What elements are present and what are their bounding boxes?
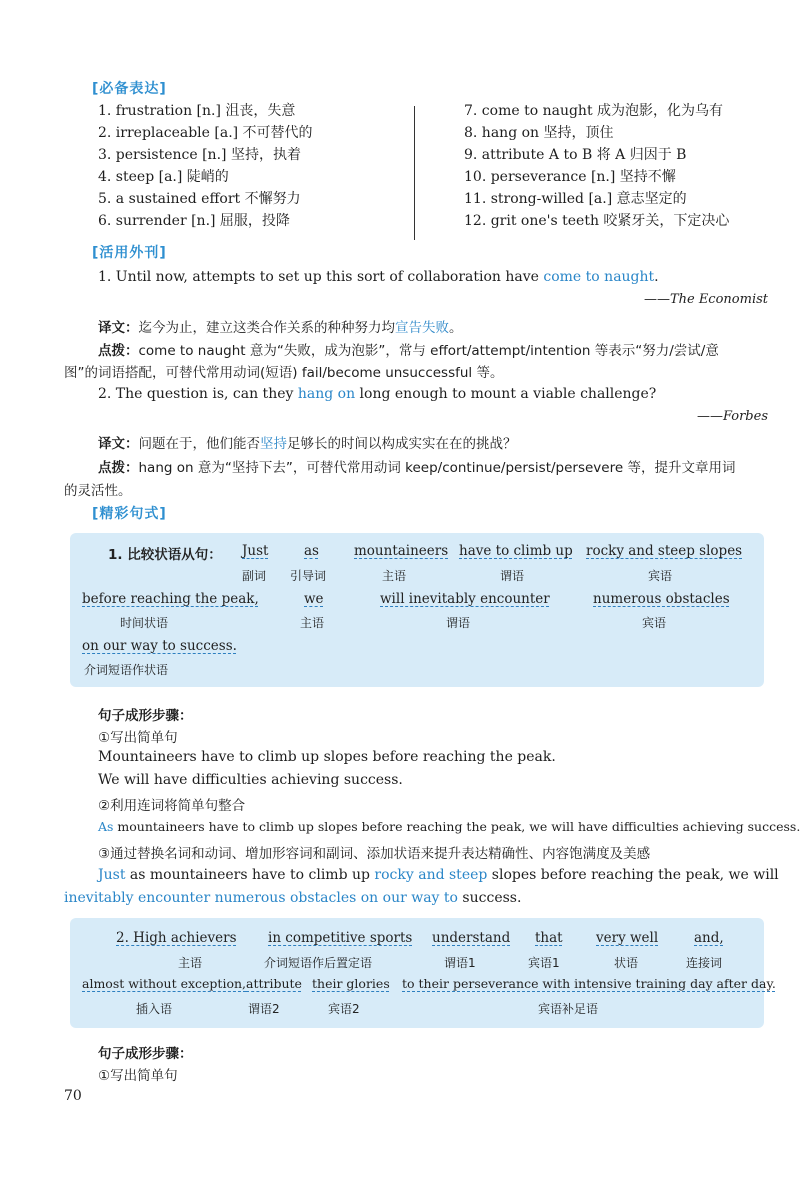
sentence-analysis-box-1	[70, 533, 764, 687]
box1-word: will inevitably encounter	[380, 591, 550, 607]
steps-1-sentence-a: Mountaineers have to climb up slopes before reaching the peak.	[98, 749, 556, 765]
section-title-sentences: [精彩句式]	[92, 506, 167, 522]
steps-2-title: 句子成形步骤：	[98, 1046, 193, 1062]
vocab-item: 5. a sustained effort 不懈努力	[98, 191, 301, 207]
box1-tag: 引导词	[290, 569, 327, 583]
steps-1-combined: As mountaineers have to climb up slopes before reaching the peak, we will have difficulties achieving success.	[98, 819, 800, 834]
usage-2-highlight: hang on	[297, 386, 356, 402]
box1-tag: 谓语	[500, 569, 525, 583]
vocab-item: 4. steep [a.] 陡峭的	[98, 169, 229, 185]
usage-1-source: ——The Economist	[643, 292, 768, 307]
box2-word: 2. High achievers	[116, 930, 237, 946]
box2-word: and,	[694, 930, 724, 946]
box2-word: that	[535, 930, 563, 946]
box2-tag: 插入语	[136, 1002, 173, 1016]
box1-tag: 宾语	[642, 616, 667, 630]
steps-1-step2: ②利用连词将简单句整合	[98, 798, 246, 814]
vocab-right-list	[464, 100, 729, 232]
box2-tag: 状语	[614, 956, 639, 970]
box2-tag: 宾语补足语	[538, 1002, 599, 1016]
box2-tag: 谓语1	[444, 956, 476, 970]
usage-2-tip-cont: 的灵活性。	[64, 483, 132, 499]
vocab-item: 7. come to naught 成为泡影，化为乌有	[464, 103, 724, 119]
vocab-item: 3. persistence [n.] 坚持，执着	[98, 147, 301, 163]
vocab-item: 10. perseverance [n.] 坚持不懈	[464, 169, 676, 185]
steps-1-step3: ③通过替换名词和动词、增加形容词和副词、添加状语来提升表达精确性、内容饱满度及美感	[98, 846, 651, 862]
section-title-usage: [活用外刊]	[92, 245, 167, 261]
box1-tag: 介词短语作状语	[84, 663, 169, 677]
box2-word: almost without exception,	[82, 976, 247, 991]
box1-label: 1. 比较状语从句：	[108, 547, 222, 563]
usage-1-tip: 点拨：come to naught 意为“失败，成为泡影”，常与 effort/attempt/intention 等表示“努力/尝试/意	[98, 343, 719, 359]
usage-2-translation: 译文：问题在于，他们能否坚持足够长的时间以构成实实在在的挑战？	[98, 436, 517, 452]
box1-tag: 主语	[300, 616, 325, 630]
box2-word: attribute	[246, 976, 302, 991]
box1-tag: 宾语	[648, 569, 673, 583]
box2-tag: 宾语2	[328, 1002, 360, 1016]
box2-word: their glories	[312, 976, 390, 991]
box1-word: before reaching the peak,	[82, 591, 259, 607]
steps-1-title: 句子成形步骤：	[98, 708, 193, 724]
box2-word: to their perseverance with intensive training day after day.	[402, 976, 776, 991]
box1-word: as	[304, 543, 319, 559]
box2-tag: 宾语1	[528, 956, 560, 970]
section-title-essential: [必备表达]	[92, 81, 167, 97]
steps-1-enhanced-line1: Just as mountaineers have to climb up rocky and steep slopes before reaching the peak, we will	[98, 867, 779, 883]
steps-1-step1: ①写出简单句	[98, 730, 178, 746]
box1-tag: 时间状语	[120, 616, 169, 630]
box1-word: we	[304, 591, 324, 607]
usage-1-translation: 译文：迄今为止，建立这类合作关系的种种努力均宣告失败。	[98, 320, 463, 336]
vocab-item: 11. strong-willed [a.] 意志坚定的	[464, 191, 687, 207]
box1-tag: 主语	[382, 569, 407, 583]
box1-word: have to climb up	[459, 543, 573, 559]
box2-word: in competitive sports	[268, 930, 413, 946]
column-divider	[414, 106, 415, 240]
vocab-item: 2. irreplaceable [a.] 不可替代的	[98, 125, 313, 141]
usage-2-source: ——Forbes	[696, 409, 768, 424]
usage-2-tip: 点拨：hang on 意为“坚持下去”，可替代常用动词 keep/continue/persist/persevere 等，提升文章用词	[98, 460, 736, 476]
box1-tag: 谓语	[446, 616, 471, 630]
vocab-item: 6. surrender [n.] 屈服，投降	[98, 213, 290, 229]
box2-tag: 介词短语作后置定语	[264, 956, 373, 970]
box1-word: on our way to success.	[82, 638, 237, 654]
box1-word: Just	[242, 543, 269, 559]
sentence-analysis-box-2	[70, 918, 776, 1028]
vocab-item: 8. hang on 坚持，顶住	[464, 125, 614, 141]
vocab-left-list	[98, 100, 313, 232]
box1-word: rocky and steep slopes	[586, 543, 743, 559]
box1-word: mountaineers	[354, 543, 449, 559]
usage-1-tip-cont: 图”的词语搭配，可替代常用动词(短语) fail/become unsuccessful 等。	[64, 365, 504, 381]
box2-word: very well	[596, 930, 659, 946]
box1-word: numerous obstacles	[593, 591, 730, 607]
box1-tag: 副词	[242, 569, 267, 583]
usage-1-highlight: come to naught	[543, 269, 655, 285]
vocab-item: 12. grit one's teeth 咬紧牙关，下定决心	[464, 213, 730, 229]
vocab-item: 9. attribute A to B 将 A 归因于 B	[464, 147, 687, 163]
box2-tag: 主语	[178, 956, 203, 970]
steps-1-sentence-b: We will have difficulties achieving success.	[98, 772, 403, 788]
steps-2-step1: ①写出简单句	[98, 1068, 178, 1084]
steps-1-enhanced-line2: inevitably encounter numerous obstacles on our way to success.	[64, 890, 522, 906]
box2-word: understand	[432, 930, 511, 946]
usage-1-sentence: 1. Until now, attempts to set up this sort of collaboration have come to naught.	[98, 269, 659, 285]
box2-tag: 谓语2	[248, 1002, 280, 1016]
box2-tag: 连接词	[686, 956, 723, 970]
vocab-item: 1. frustration [n.] 沮丧，失意	[98, 103, 296, 119]
page-number: 70	[64, 1088, 82, 1104]
usage-2-sentence: 2. The question is, can they hang on long enough to mount a viable challenge?	[98, 386, 657, 402]
